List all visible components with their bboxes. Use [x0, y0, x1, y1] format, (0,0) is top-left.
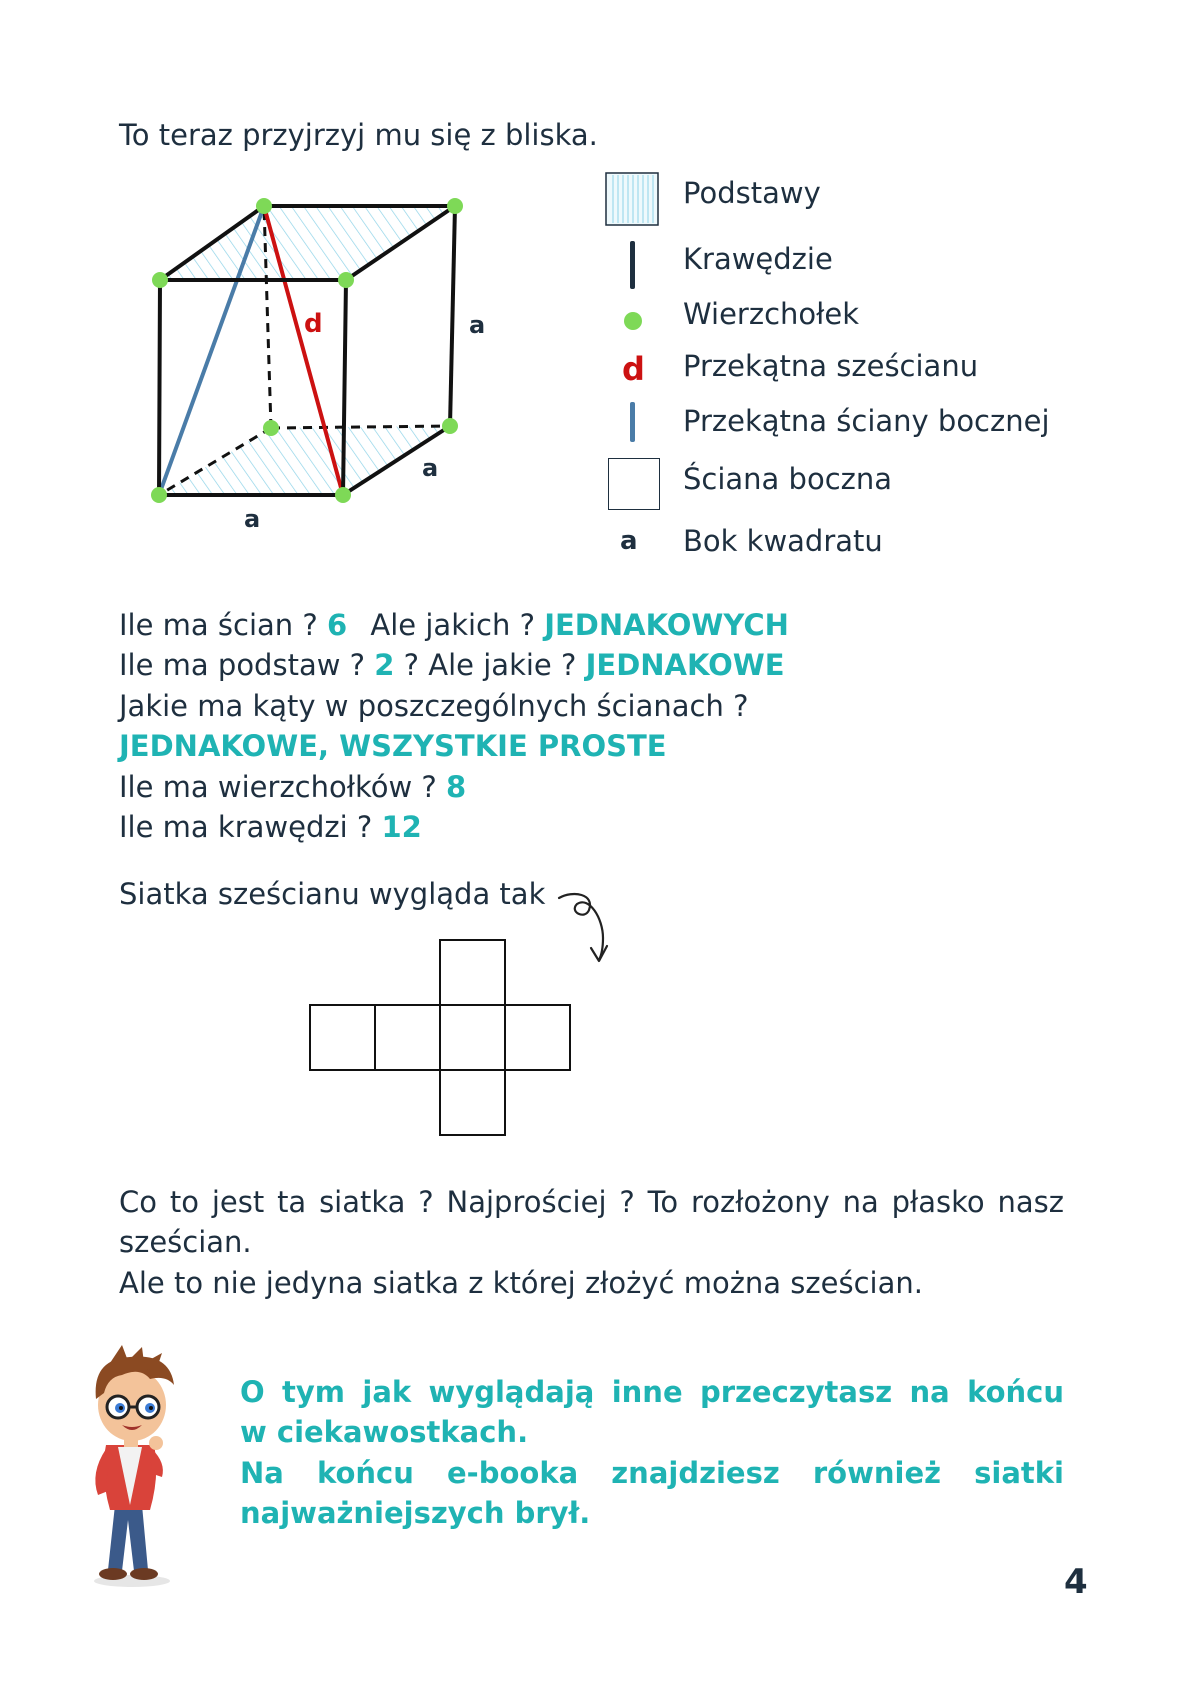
dark-line-icon — [630, 241, 635, 289]
side-label-right: a — [469, 311, 486, 339]
legend-label-sciana-boczna: Ściana boczna — [683, 462, 893, 496]
a-letter-icon: a — [620, 526, 638, 556]
qa-line-4: Ile ma wierzchołków ? 8 — [119, 770, 467, 804]
net-face — [440, 1005, 505, 1070]
hatched-square-icon — [605, 172, 659, 226]
answer-12: 12 — [381, 810, 422, 844]
explain-line-2: sześcian. — [119, 1225, 252, 1259]
answer-jednakowych: JEDNAKOWYCH — [544, 608, 789, 642]
intro-text: To teraz przyjrzyj mu się z bliska. — [119, 118, 598, 152]
legend-label-przekatna-szescianu: Przekątna sześcianu — [683, 349, 979, 383]
blue-line-icon — [630, 402, 635, 442]
bottom-base — [159, 426, 450, 495]
callout-line-3: Na końcu e-booka znajdziesz również siatki — [240, 1456, 1064, 1490]
net-intro-text: Siatka sześcianu wygląda tak — [119, 877, 546, 911]
net-face — [505, 1005, 570, 1070]
cube-net — [308, 938, 574, 1138]
legend-label-krawedzie: Krawędzie — [683, 242, 833, 276]
explain-line-3: Ale to nie jedyna siatka z której złożyć można sześcian. — [119, 1266, 923, 1300]
answer-katy: JEDNAKOWE, WSZYSTKIE PROSTE — [119, 729, 667, 763]
legend-label-podstawy: Podstawy — [683, 176, 821, 210]
qa-line-3: Jakie ma kąty w poszczególnych ścianach ? — [119, 689, 749, 723]
green-dot-icon — [624, 312, 642, 330]
boy-character-illustration — [70, 1345, 200, 1590]
answer-2: 2 — [374, 648, 395, 682]
d-letter-icon: d — [622, 350, 645, 388]
empty-square-icon — [608, 458, 660, 510]
top-base — [160, 206, 455, 280]
diag-label: d — [304, 309, 323, 339]
legend-label-wierzcholek: Wierzchołek — [683, 297, 860, 331]
net-face — [440, 1070, 505, 1135]
answer-jednakowe: JEDNAKOWE — [585, 648, 785, 682]
page-number: 4 — [1064, 1562, 1088, 1602]
qa-line-1: Ile ma ścian ? 6 Ale jakich ? JEDNAKOWYCH — [119, 608, 789, 642]
qa-line-2: Ile ma podstaw ? 2 ? Ale jakie ? JEDNAKOWE — [119, 648, 785, 682]
callout-line-2: w ciekawostkach. — [240, 1415, 529, 1449]
answer-6: 6 — [327, 608, 348, 642]
cube-figure — [140, 180, 500, 540]
net-face — [375, 1005, 440, 1070]
side-label-depth: a — [422, 454, 439, 482]
net-face — [440, 940, 505, 1005]
legend-label-bok-kwadratu: Bok kwadratu — [683, 524, 883, 558]
answer-8: 8 — [446, 770, 467, 804]
net-face — [310, 1005, 375, 1070]
side-label-bottom: a — [244, 505, 261, 533]
legend-label-przekatna-sciany: Przekątna ściany bocznej — [683, 404, 1050, 438]
qa-line-5: Ile ma krawędzi ? 12 — [119, 810, 422, 844]
explain-line-1: Co to jest ta siatka ? Najprościej ? To rozłożony na płasko nasz — [119, 1185, 1064, 1219]
callout-line-4: najważniejszych brył. — [240, 1496, 591, 1530]
callout-line-1: O tym jak wyglądają inne przeczytasz na końcu — [240, 1375, 1064, 1409]
